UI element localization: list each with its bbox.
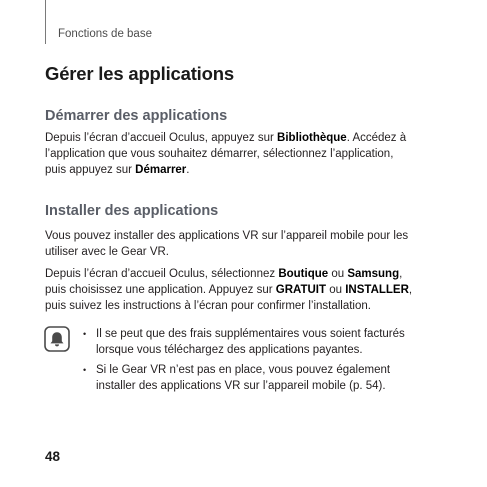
start-apps-paragraph xyxy=(45,130,445,178)
start-term: Démarrer xyxy=(135,164,187,176)
samsung-term: Samsung xyxy=(347,268,400,280)
text-line: l’application que vous souhaitez démarrer, sélectionnez l’application, xyxy=(45,148,394,160)
install-apps-paragraph-2 xyxy=(45,266,445,314)
start-apps-heading: Démarrer des applications xyxy=(45,108,228,124)
notes-list xyxy=(80,326,405,398)
text-line: lorsque vous téléchargez des applications payantes. xyxy=(96,344,363,356)
bell-icon xyxy=(44,326,70,352)
text-line: utiliser avec le Gear VR. xyxy=(45,246,169,258)
note-item xyxy=(80,362,405,394)
install-apps-paragraph-1 xyxy=(45,228,445,260)
text-line: Depuis l’écran d’accueil Oculus, appuyez sur Bibliothèque. Accédez à xyxy=(45,132,407,144)
store-term: Boutique xyxy=(278,268,329,280)
install-apps-heading: Installer des applications xyxy=(45,203,219,219)
text-line: Depuis l’écran d’accueil Oculus, sélectionnez Boutique ou Samsung, xyxy=(45,268,403,280)
text-line: puis choisissez une application. Appuyez sur GRATUIT ou INSTALLER, xyxy=(45,284,413,296)
page-title: Gérer les applications xyxy=(45,63,234,84)
header-divider xyxy=(45,0,46,44)
text-line: puis suivez les instructions à l’écran pour confirmer l’installation. xyxy=(45,300,371,312)
install-term: INSTALLER xyxy=(345,284,409,296)
text-line: Il se peut que des frais supplémentaires vous soient facturés xyxy=(96,328,405,340)
bullet: • xyxy=(83,365,87,375)
note-item xyxy=(80,326,405,358)
free-term: GRATUIT xyxy=(275,284,327,296)
text-line: puis appuyez sur Démarrer. xyxy=(45,164,190,176)
text-line: installer des applications VR sur l’appareil mobile (p. 54). xyxy=(96,380,386,392)
section-label: Fonctions de base xyxy=(58,28,152,40)
page-number: 48 xyxy=(45,449,61,464)
bullet: • xyxy=(83,329,87,339)
library-term: Bibliothèque xyxy=(277,132,347,144)
text-line: Si le Gear VR n’est pas en place, vous pouvez également xyxy=(96,364,391,376)
text-line: Vous pouvez installer des applications VR sur l’appareil mobile pour les xyxy=(45,230,409,242)
